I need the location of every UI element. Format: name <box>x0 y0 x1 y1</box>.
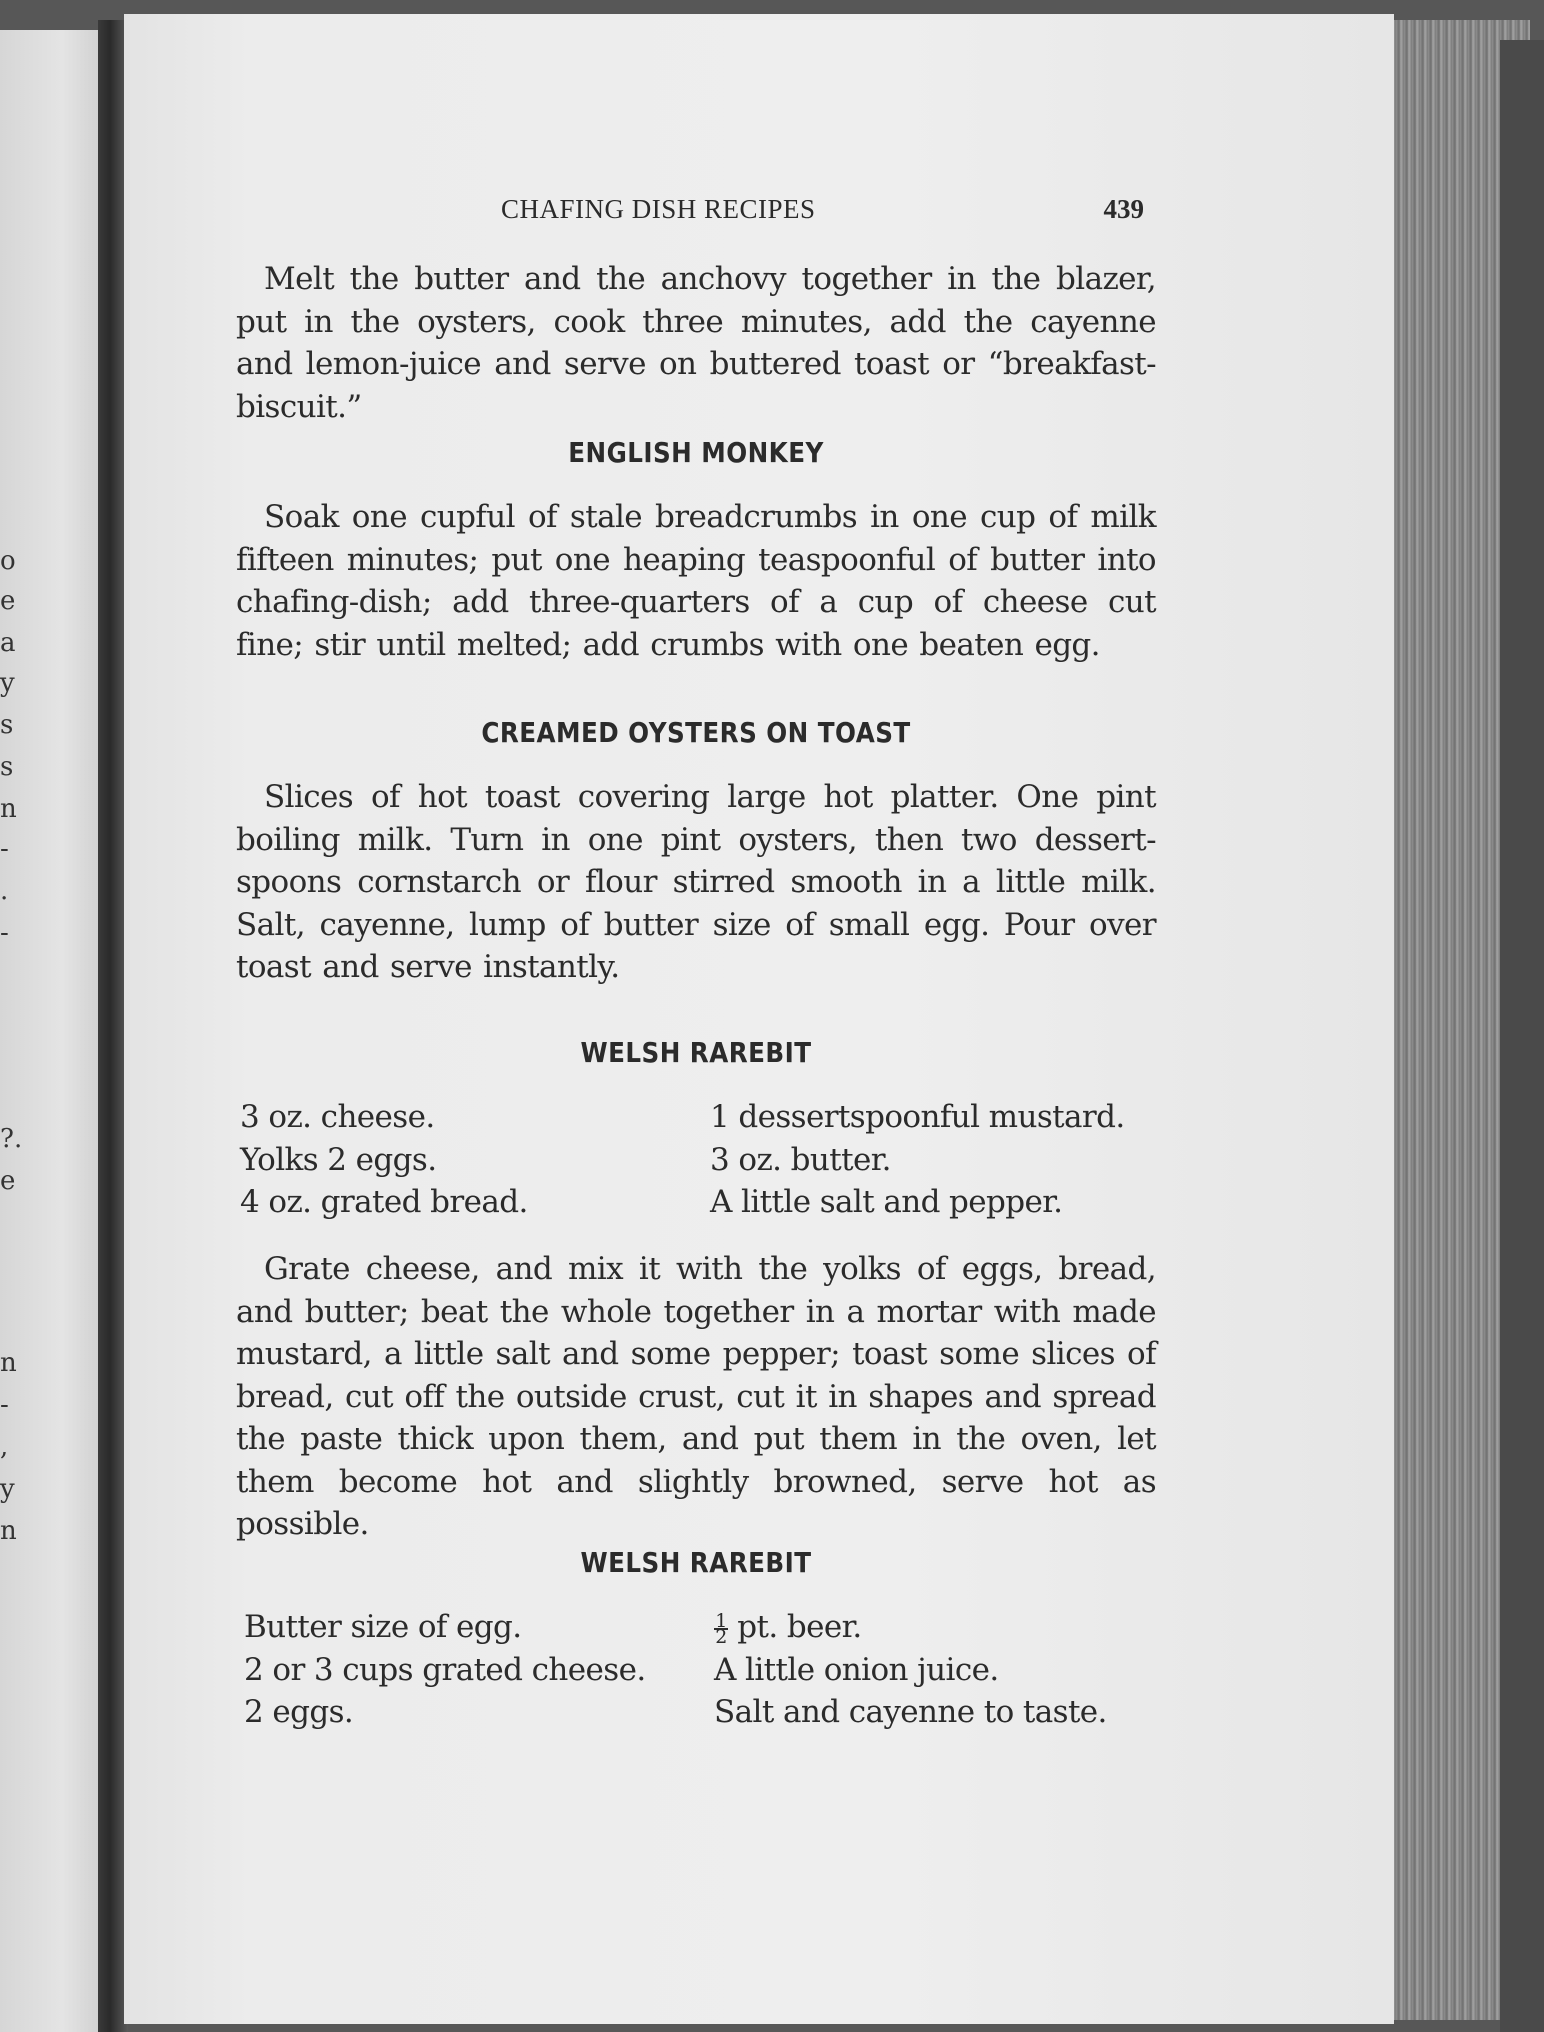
running-head <box>236 194 1156 230</box>
ingredient-line: Butter size of egg. <box>244 1609 522 1645</box>
margin-letter: , <box>0 1432 9 1462</box>
section-heading-welsh-rarebit-1: WELSH RAREBIT <box>580 1036 812 1069</box>
ingredient-line: 1 dessertspoonful mustard. <box>710 1099 1125 1135</box>
fraction-numerator: 1 <box>715 1609 727 1632</box>
half-fraction <box>714 1609 728 1648</box>
section-heading-creamed-oysters: CREAMED OYSTERS ON TOAST <box>481 716 911 749</box>
ingredient-line: 3 oz. cheese. <box>240 1099 435 1135</box>
welsh-rarebit-2-ingredients-left <box>244 1606 646 1734</box>
ingredient-line: 4 oz. grated bread. <box>240 1184 528 1220</box>
left-facing-page <box>0 30 104 2032</box>
creamed-oysters-paragraph: Slices of hot toast covering large hot platter. One pint boiling milk. Turn in one pint oysters, then two dessert-spoons cornstarch or flour stirred smooth in a little milk. Salt, cayenne, lump of butter size of small egg. Pour over toast and serve instantly. <box>236 779 1156 985</box>
ingredient-line: Yolks 2 eggs. <box>240 1141 437 1178</box>
ingredient-line: 2 eggs. <box>244 1694 354 1730</box>
margin-letter: - <box>0 918 9 948</box>
ingredient-line: A little onion juice. <box>714 1651 999 1688</box>
section-heading-english-monkey: ENGLISH MONKEY <box>568 436 824 469</box>
english-monkey-paragraph: Soak one cupful of stale breadcrumbs in one cup of milk fifteen minutes; put one heaping teaspoonful of butter into chafing-dish; add three-quarters of a cup of cheese cut fine; stir until melted; add crumbs with one beaten egg. <box>236 499 1156 663</box>
left-page-margin-letters <box>0 30 23 2032</box>
margin-letter: ?. <box>0 1124 23 1154</box>
book-cover-edge <box>1500 40 1544 2032</box>
margin-letter: a <box>0 628 16 658</box>
fraction-denominator: 2 <box>715 1625 727 1648</box>
margin-letter: - <box>0 1390 9 1420</box>
ingredient-line: A little salt and pepper. <box>710 1184 1063 1220</box>
welsh-rarebit-1-paragraph: Grate cheese, and mix it with the yolks of eggs, bread, and butter; beat the whole together in a mortar with made mustard, a little salt and some pepper; toast some slices of bread, cut off the outside crust, cut it in shapes and spread the paste thick upon them, and put them in the oven, let them become hot and slightly browned, serve hot as possible. <box>236 1251 1156 1542</box>
margin-letter: s <box>0 752 14 782</box>
running-title: CHAFING DISH RECIPES <box>501 194 816 224</box>
ingredient-line <box>714 1606 1107 1649</box>
margin-letter: o <box>0 546 16 576</box>
page-number: 439 <box>1103 194 1144 224</box>
ingredient-text: pt. beer. <box>728 1609 862 1645</box>
margin-letter: e <box>0 586 16 616</box>
welsh-rarebit-2-ingredients-right <box>714 1606 1107 1734</box>
ingredient-line: Salt and cayenne to taste. <box>714 1694 1107 1730</box>
margin-letter: y <box>0 1474 15 1504</box>
margin-letter: y <box>0 668 15 698</box>
margin-letter: n <box>0 1516 17 1546</box>
margin-letter: - <box>0 834 9 864</box>
intro-paragraph: Melt the butter and the anchovy together in the blazer, put in the oysters, cook three minutes, add the cayenne and lemon-juice and serve on buttered toast or “breakfast-biscuit.” <box>236 261 1156 425</box>
welsh-rarebit-1-ingredients-right <box>710 1096 1125 1224</box>
ingredient-line: 3 oz. butter. <box>710 1141 891 1178</box>
margin-letter: s <box>0 710 14 740</box>
margin-letter: e <box>0 1166 16 1196</box>
welsh-rarebit-1-ingredients-left <box>240 1096 528 1224</box>
ingredient-line: 2 or 3 cups grated cheese. <box>244 1651 646 1688</box>
section-heading-welsh-rarebit-2: WELSH RAREBIT <box>580 1546 812 1579</box>
margin-letter: . <box>0 876 9 906</box>
margin-letter: n <box>0 1348 17 1378</box>
margin-letter: n <box>0 794 17 824</box>
